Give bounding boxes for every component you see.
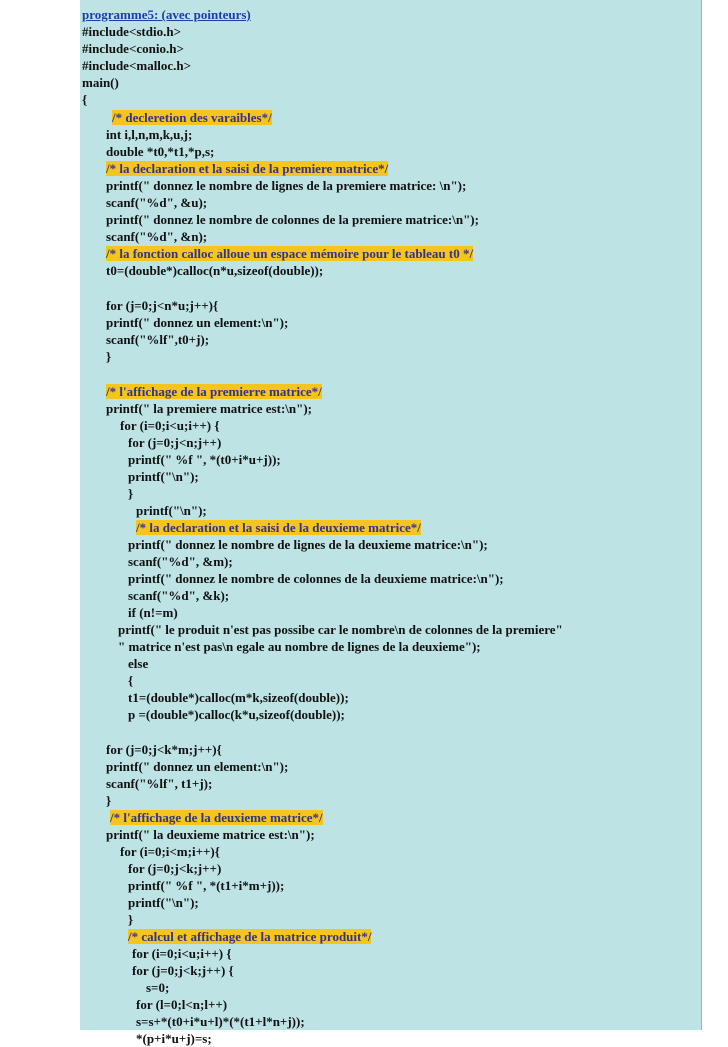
- code-line: [106, 228, 207, 245]
- code-line: [128, 860, 221, 877]
- code-line: [82, 6, 251, 23]
- code-text: printf(" donnez un element:\n");: [106, 759, 289, 774]
- code-line: [106, 348, 111, 365]
- code-text: #include<malloc.h>: [82, 58, 192, 73]
- code-text: printf(" donnez le nombre de colonnes de la deuxieme matrice:\n");: [128, 571, 504, 586]
- code-line: [106, 160, 388, 177]
- code-line: [82, 74, 119, 91]
- code-text: }: [128, 486, 134, 501]
- code-line: [106, 741, 222, 758]
- code-text: scanf("%d", &k);: [128, 588, 230, 603]
- code-line: [106, 826, 315, 843]
- code-line: [82, 23, 181, 40]
- code-text: scanf("%d", &n);: [106, 229, 208, 244]
- code-comment: /* l'affichage de la premierre matrice*/: [106, 384, 322, 399]
- code-line: [128, 911, 133, 928]
- code-line: [136, 996, 227, 1013]
- code-line: [128, 434, 221, 451]
- code-line: [146, 979, 169, 996]
- code-line: [136, 502, 207, 519]
- code-line: [106, 143, 214, 160]
- code-text: }: [106, 349, 112, 364]
- code-text: printf(" la premiere matrice est:\n");: [106, 401, 312, 416]
- code-line: [106, 383, 322, 400]
- code-line: [82, 40, 184, 57]
- code-text: scanf("%d", &m);: [128, 554, 233, 569]
- code-text: " matrice n'est pas\n egale au nombre de lignes de la deuxieme");: [118, 639, 481, 654]
- code-line: [128, 604, 178, 621]
- code-line: [128, 570, 504, 587]
- code-line: [128, 451, 281, 468]
- code-text: scanf("%d", &u);: [106, 195, 208, 210]
- code-text: for (j=0;j<k;j++): [128, 861, 222, 876]
- code-text: printf(" donnez le nombre de colonnes de la premiere matrice:\n");: [106, 212, 479, 227]
- code-text: int i,l,n,m,k,u,j;: [106, 127, 193, 142]
- code-text: printf("\n");: [128, 469, 199, 484]
- code-line: [128, 587, 229, 604]
- code-line: [106, 211, 479, 228]
- code-text: for (j=0;j<n*u;j++){: [106, 298, 219, 313]
- code-text: #include<stdio.h>: [82, 24, 181, 39]
- code-line: [128, 877, 284, 894]
- code-line: [132, 945, 232, 962]
- code-text: for (i=0;i<m;i++){: [120, 844, 220, 859]
- code-text: for (l=0;l<n;l++): [136, 997, 228, 1012]
- code-comment: /* la declaration et la saisi de la deuxieme matrice*/: [136, 520, 421, 535]
- code-line: [120, 417, 220, 434]
- code-line: [128, 536, 488, 553]
- code-text: for (j=0;j<n;j++): [128, 435, 222, 450]
- code-line: [112, 109, 272, 126]
- code-text: printf(" donnez le nombre de lignes de la premiere matrice: \n");: [106, 178, 467, 193]
- code-text: s=0;: [146, 980, 170, 995]
- code-comment: /* la fonction calloc alloue un espace mémoire pour le tableau t0 */: [106, 246, 474, 261]
- code-text: {: [82, 92, 88, 107]
- program-title: programme5: (avec pointeurs): [82, 7, 251, 22]
- code-line: [120, 843, 220, 860]
- code-line: [110, 809, 323, 826]
- code-line: [106, 792, 111, 809]
- code-line: [128, 894, 199, 911]
- code-text: printf(" donnez le nombre de lignes de la deuxieme matrice:\n");: [128, 537, 488, 552]
- code-text: *(p+i*u+j)=s;: [136, 1031, 212, 1046]
- code-text: scanf("%lf",t0+j);: [106, 332, 210, 347]
- code-text: }: [106, 793, 112, 808]
- code-line: [118, 638, 481, 655]
- code-text: printf(" donnez un element:\n");: [106, 315, 289, 330]
- code-line: [128, 928, 371, 945]
- code-line: [128, 706, 345, 723]
- code-line: [128, 485, 133, 502]
- code-line: [128, 672, 133, 689]
- code-line: [136, 519, 421, 536]
- code-text: else: [128, 656, 149, 671]
- code-text: printf(" %f ", *(t0+i*u+j));: [128, 452, 281, 467]
- code-line: [106, 775, 212, 792]
- code-text: for (j=0;j<k;j++) {: [132, 963, 234, 978]
- code-text: if (n!=m): [128, 605, 178, 620]
- code-line: [106, 400, 312, 417]
- code-text: t0=(double*)calloc(n*u,sizeof(double));: [106, 263, 324, 278]
- code-listing: [80, 0, 702, 1046]
- code-text: main(): [82, 75, 119, 90]
- code-line: [82, 57, 191, 74]
- code-line: [106, 177, 466, 194]
- code-text: #include<conio.h>: [82, 41, 184, 56]
- code-line: [106, 245, 473, 262]
- code-line: [106, 331, 209, 348]
- code-line: [106, 126, 192, 143]
- code-comment: /* la declaration et la saisi de la premiere matrice*/: [106, 161, 389, 176]
- code-text: printf(" la deuxieme matrice est:\n");: [106, 827, 315, 842]
- code-text: for (i=0;i<u;i++) {: [120, 418, 220, 433]
- code-comment: /* calcul et affichage de la matrice produit*/: [128, 929, 372, 944]
- code-line: [106, 758, 288, 775]
- code-line: [128, 655, 148, 672]
- code-line: [136, 1030, 212, 1047]
- code-line: [132, 962, 234, 979]
- code-line: [128, 553, 233, 570]
- code-text: printf("\n");: [136, 503, 207, 518]
- code-text: s=s+*(t0+i*u+l)*(*(t1+l*n+j));: [136, 1014, 305, 1029]
- code-comment: /* decleretion des varaibles*/: [112, 110, 272, 125]
- code-line: [106, 314, 288, 331]
- code-line: [118, 621, 563, 638]
- code-text: for (i=0;i<u;i++) {: [132, 946, 232, 961]
- code-line: [106, 297, 218, 314]
- code-text: {: [128, 673, 134, 688]
- code-text: p =(double*)calloc(k*u,sizeof(double));: [128, 707, 345, 722]
- code-text: t1=(double*)calloc(m*k,sizeof(double));: [128, 690, 349, 705]
- code-line: [82, 91, 87, 108]
- code-comment: /* l'affichage de la deuxieme matrice*/: [110, 810, 323, 825]
- code-text: double *t0,*t1,*p,s;: [106, 144, 215, 159]
- code-text: printf(" le produit n'est pas possibe car le nombre\n de colonnes de la premiere": [118, 622, 563, 637]
- code-text: for (j=0;j<k*m;j++){: [106, 742, 222, 757]
- code-line: [128, 689, 349, 706]
- code-text: printf(" %f ", *(t1+i*m+j));: [128, 878, 285, 893]
- code-line: [136, 1013, 305, 1030]
- code-text: printf("\n");: [128, 895, 199, 910]
- code-line: [128, 468, 199, 485]
- code-text: scanf("%lf", t1+j);: [106, 776, 213, 791]
- code-line: [106, 262, 323, 279]
- code-text: }: [128, 912, 134, 927]
- code-line: [106, 194, 207, 211]
